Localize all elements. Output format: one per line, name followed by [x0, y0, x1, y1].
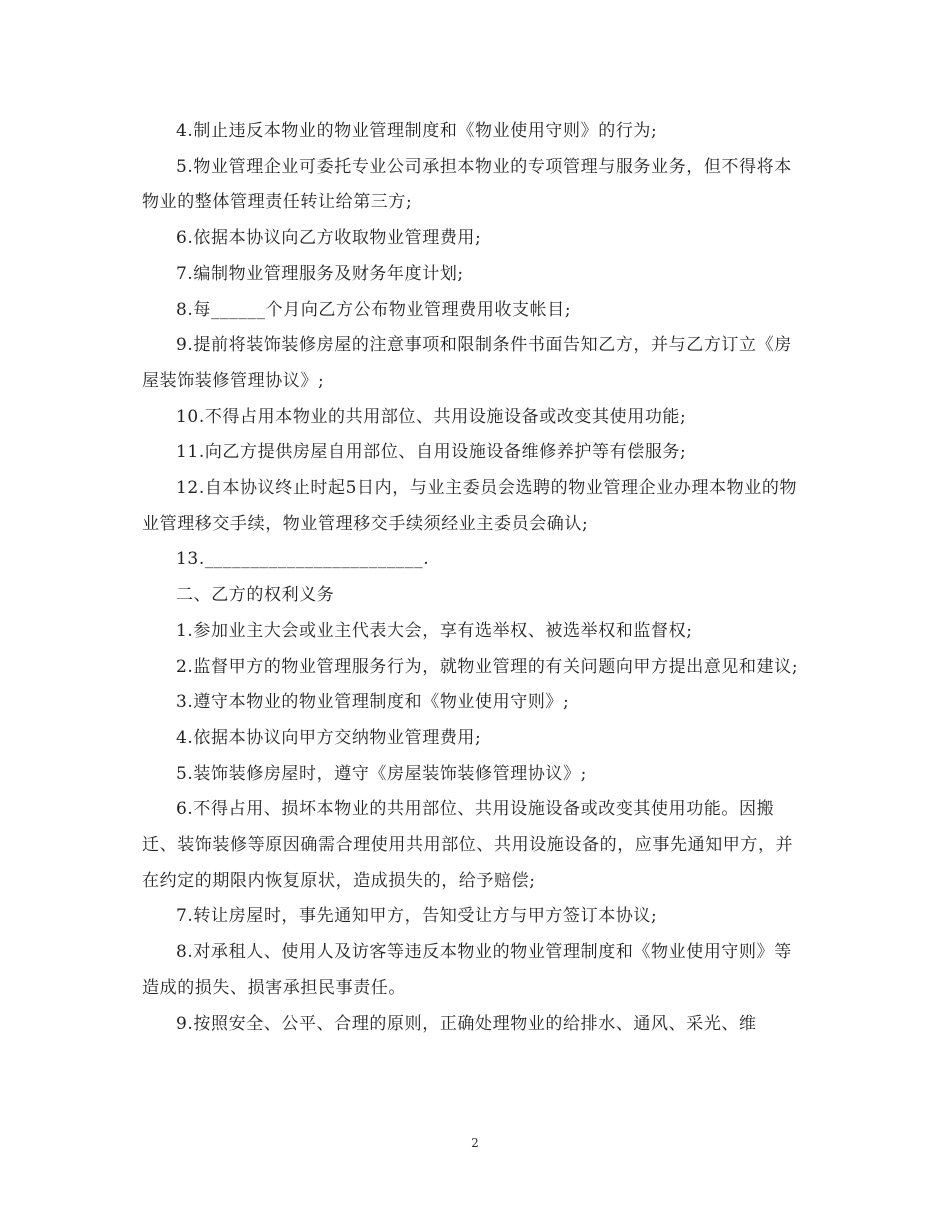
- paragraph: 5.装饰装修房屋时，遵守《房屋装饰装修管理协议》;: [176, 763, 587, 784]
- paragraph: 1.参加业主大会或业主代表大会，享有选举权、被选举权和监督权;: [176, 620, 693, 641]
- paragraph: 8.每______个月向乙方公布物业管理费用收支帐目;: [176, 299, 572, 320]
- section-heading: 二、乙方的权利义务: [176, 585, 335, 606]
- paragraph: 11.向乙方提供房屋自用部位、自用设施设备维修养护等有偿服务;: [176, 442, 687, 463]
- paragraph: 12.自本协议终止时起5日内，与业主委员会选聘的物业管理企业办理本物业的物业管理移交手续，物业管理移交手续须经业主委员会确认;: [142, 478, 798, 534]
- paragraph: 8.对承租人、使用人及访客等违反本物业的物业管理制度和《物业使用守则》等造成的损失、损害承担民事责任。: [142, 942, 792, 998]
- paragraph: 10.不得占用本物业的共用部位、共用设施设备或改变其使用功能;: [176, 406, 687, 427]
- paragraph: 3.遵守本物业的物业管理制度和《物业使用守则》;: [176, 692, 570, 713]
- paragraph: 13.________________________.: [176, 549, 430, 570]
- paragraph: 4.制止违反本物业的物业管理制度和《物业使用守则》的行为;: [176, 121, 658, 141]
- paragraph: 2.监督甲方的物业管理服务行为，就物业管理的有关问题向甲方提出意见和建议;: [176, 656, 799, 677]
- paragraph: 7.转让房屋时，事先通知甲方，告知受让方与甲方签订本协议;: [176, 906, 658, 927]
- paragraph: 9.按照安全、公平、合理的原则，正确处理物业的给排水、通风、采光、维: [176, 1013, 757, 1034]
- paragraph: 5.物业管理企业可委托专业公司承担本物业的专项管理与服务业务，但不得将本物业的整体管理责任转让给第三方;: [142, 156, 792, 213]
- paragraph: 6.不得占用、损坏本物业的共用部位、共用设施设备或改变其使用功能。因搬迁、装饰装修等原因确需合理使用共用部位、共用设施设备的，应事先通知甲方，并在约定的期限内恢复原状，造成损失的，给予赔偿;: [142, 799, 794, 891]
- page-number: 2: [471, 1136, 479, 1150]
- paragraph: 7.编制物业管理服务及财务年度计划;: [176, 263, 464, 284]
- paragraph: 6.依据本协议向乙方收取物业管理费用;: [176, 228, 482, 249]
- document-body: [142, 114, 802, 1042]
- paragraph: 9.提前将装饰装修房屋的注意事项和限制条件书面告知乙方，并与乙方订立《房屋装饰装修管理协议》;: [142, 335, 792, 391]
- paragraph: 4.依据本协议向甲方交纳物业管理费用;: [176, 727, 482, 748]
